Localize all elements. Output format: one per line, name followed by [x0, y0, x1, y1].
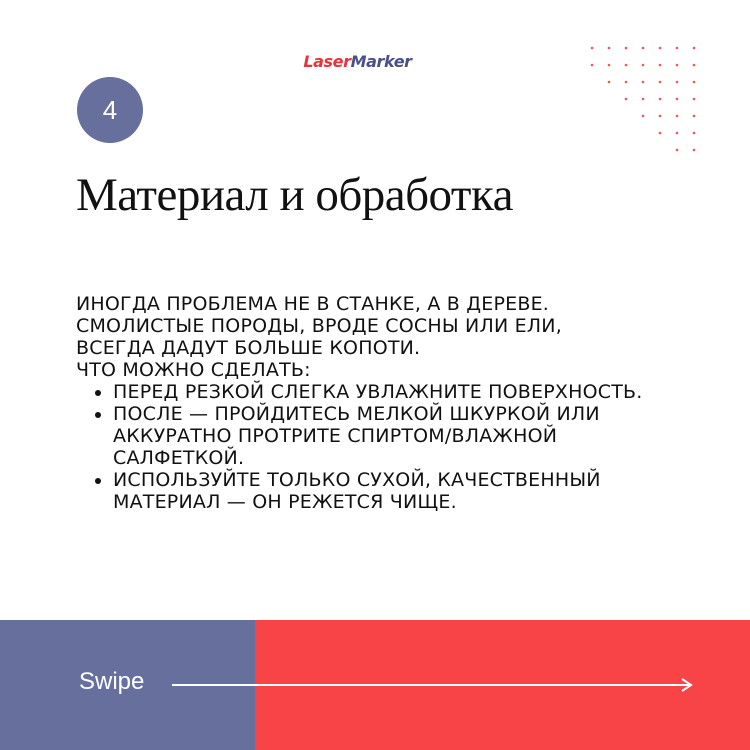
brand-logo-part1: Laser	[303, 52, 351, 71]
tip-item: • ИСПОЛЬЗУЙТЕ ТОЛЬКО СУХОЙ, КАЧЕСТВЕННЫЙ МАТЕРИАЛ — ОН РЕЖЕТСЯ ЧИЩЕ.	[113, 469, 676, 513]
decoration-dot	[642, 115, 645, 118]
decoration-dot	[693, 132, 696, 135]
decoration-dot	[659, 132, 662, 135]
decoration-dot	[591, 47, 594, 50]
decoration-dot	[659, 64, 662, 67]
decoration-dot	[693, 47, 696, 50]
decoration-dot	[659, 115, 662, 118]
arrow-right-icon[interactable]	[172, 676, 697, 694]
decoration-dot	[659, 98, 662, 101]
decoration-dot	[693, 64, 696, 67]
decoration-dot	[659, 81, 662, 84]
decoration-dot	[676, 98, 679, 101]
decoration-dot	[676, 115, 679, 118]
decoration-dot	[642, 47, 645, 50]
decoration-dot	[676, 81, 679, 84]
decoration-dot	[625, 64, 628, 67]
page-title: Материал и обработка	[76, 169, 513, 221]
decoration-dot	[608, 47, 611, 50]
body-text	[76, 293, 676, 513]
body-line: ВСЕГДА ДАДУТ БОЛЬШЕ КОПОТИ.	[76, 337, 421, 359]
dot-grid-decoration	[589, 45, 704, 165]
decoration-dot	[625, 98, 628, 101]
decoration-dot	[659, 47, 662, 50]
decoration-dot	[676, 64, 679, 67]
tip-item: • ПЕРЕД РЕЗКОЙ СЛЕГКА УВЛАЖНИТЕ ПОВЕРХНОСТЬ.	[113, 381, 676, 403]
tip-item: • ПОСЛЕ — ПРОЙДИТЕСЬ МЕЛКОЙ ШКУРКОЙ ИЛИ АККУРАТНО ПРОТРИТЕ СПИРТОМ/ВЛАЖНОЙ САЛФЕТКОЙ.	[113, 403, 676, 469]
decoration-dot	[625, 81, 628, 84]
decoration-dot	[676, 149, 679, 152]
decoration-dot	[693, 115, 696, 118]
brand-logo-part2: Marker	[350, 52, 412, 71]
decoration-dot	[625, 47, 628, 50]
decoration-dot	[642, 81, 645, 84]
decoration-dot	[591, 64, 594, 67]
decoration-dot	[608, 81, 611, 84]
body-line: ЧТО МОЖНО СДЕЛАТЬ:	[76, 359, 311, 381]
decoration-dot	[693, 98, 696, 101]
decoration-dot	[676, 132, 679, 135]
body-line: ИНОГДА ПРОБЛЕМА НЕ В СТАНКЕ, А В ДЕРЕВЕ.	[76, 293, 550, 315]
swipe-label: Swipe	[79, 668, 145, 695]
decoration-dot	[693, 149, 696, 152]
slide-number-badge: 4	[77, 77, 143, 143]
decoration-dot	[608, 64, 611, 67]
decoration-dot	[693, 81, 696, 84]
decoration-dot	[676, 47, 679, 50]
decoration-dot	[642, 64, 645, 67]
decoration-dot	[642, 98, 645, 101]
body-line: СМОЛИСТЫЕ ПОРОДЫ, ВРОДЕ СОСНЫ ИЛИ ЕЛИ,	[76, 315, 562, 337]
tips-list	[76, 381, 676, 513]
